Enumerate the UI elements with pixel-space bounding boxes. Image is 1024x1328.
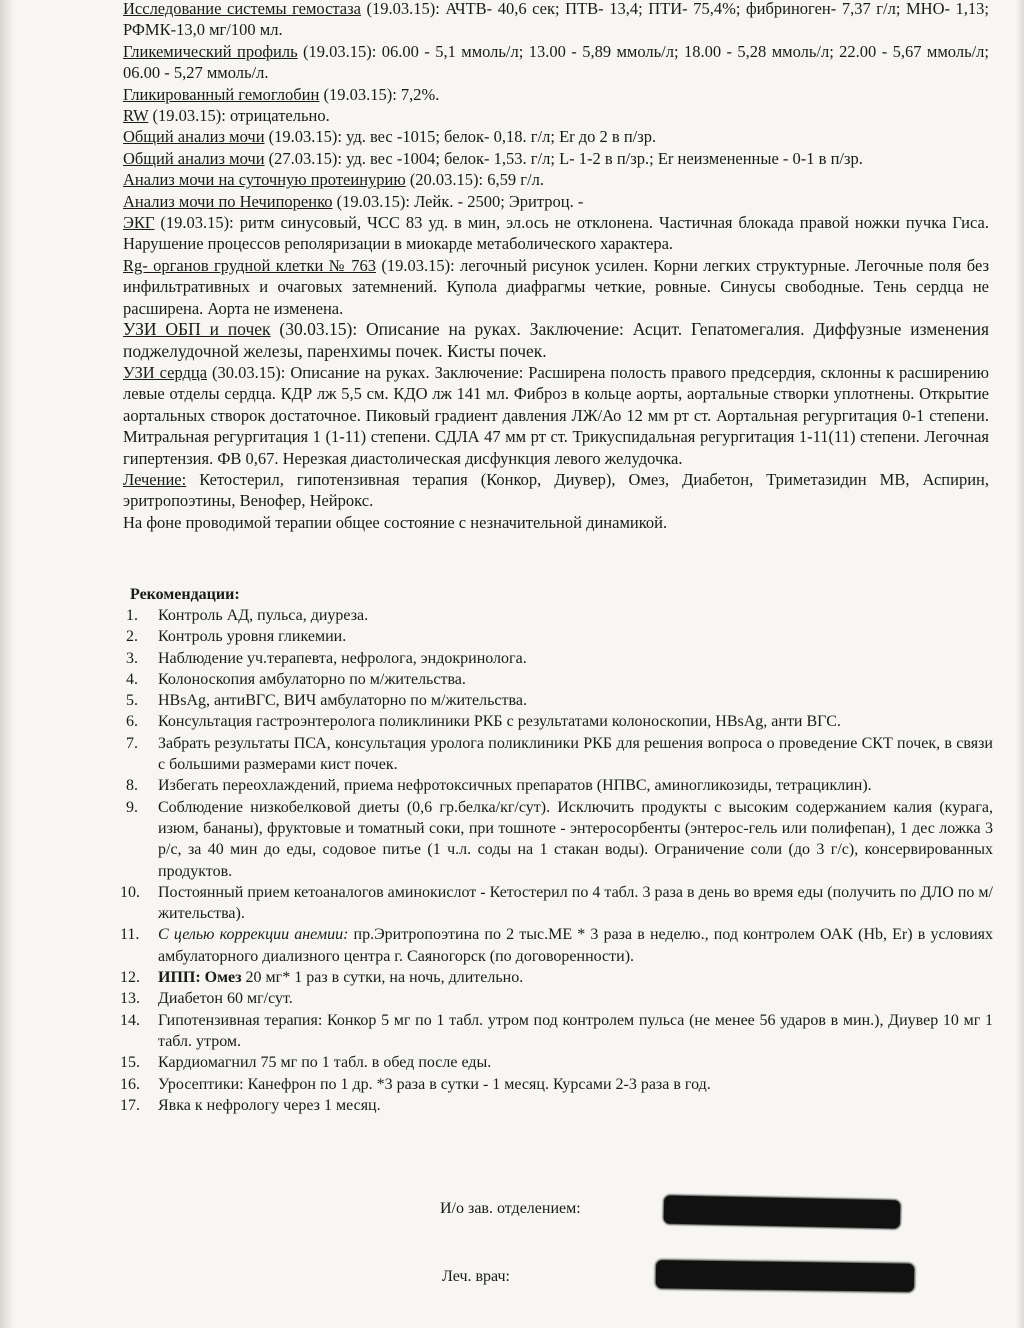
item-number: 3. <box>126 649 138 667</box>
list-item <box>123 669 993 690</box>
item-number: 7. <box>126 734 138 752</box>
item-text: Соблюдение низкобелковой диеты (0,6 гр.белка/кг/сут). Исключить продукты с высоким содержанием калия (курага, изюм, бананы), фруктовые и томатный соки, при тошноте - энтеросорбенты (энтерос-гель или полифепан), 1 дес ложка 3 р/с, за 40 мин до еды, содовое питье (1 ч.л. соды на 1 стакан воды). Ограничение соли (до 3 г/с), консервированных продуктов. <box>158 798 993 880</box>
finding-paragraph <box>123 126 989 147</box>
finding-label: Гликемический профиль <box>123 41 298 61</box>
list-item <box>120 967 993 988</box>
item-text: Диабетон 60 мг/сут. <box>158 990 293 1008</box>
list-item <box>120 1074 993 1095</box>
item-text: 20 мг* 1 раз в сутки, на ночь, длительно. <box>241 969 524 987</box>
item-number: 10. <box>120 883 140 901</box>
list-item <box>120 882 993 925</box>
item-text: Консультация гастроэнтеролога поликлиники РКБ с результатами колоноскопии, HBsAg, анти ВГС. <box>158 713 841 731</box>
finding-text: (19.03.15): ритм синусовый, ЧСС 83 уд. в мин, эл.ось не отклонена. Частичная блокада правой ножки пучка Гиса. Нарушение процессов реполяризации в миокарде метаболического характера. <box>123 213 989 254</box>
item-text: Наблюдение уч.терапевта, нефролога, эндокринолога. <box>158 649 527 667</box>
item-text: Колоноскопия амбулаторно по м/жительства. <box>158 670 466 688</box>
finding-paragraph <box>123 105 989 126</box>
recommendations-list <box>120 605 994 1116</box>
finding-label: Общий анализ мочи <box>123 127 265 147</box>
finding-paragraph <box>123 362 989 469</box>
item-number: 4. <box>126 670 138 688</box>
findings-section <box>123 0 989 533</box>
item-number: 15. <box>120 1054 140 1072</box>
redacted-signature-doctor <box>656 1260 914 1292</box>
finding-label: Исследование системы гемостаза <box>123 0 361 18</box>
finding-text: (19.03.15): Лейк. - 2500; Эритроц. - <box>332 191 584 211</box>
scan-edge-right <box>1016 0 1024 1328</box>
finding-paragraph <box>123 191 989 212</box>
item-number: 5. <box>126 692 138 710</box>
item-text: Кардиомагнил 75 мг по 1 табл. в обед после еды. <box>158 1054 492 1072</box>
item-number: 17. <box>120 1096 140 1114</box>
finding-text: (20.03.15): 6,59 г/л. <box>405 170 544 190</box>
list-item <box>123 733 993 776</box>
finding-label: Гликированный гемоглобин <box>123 84 320 104</box>
head-signature-label: И/о зав. отделением: <box>440 1200 581 1217</box>
item-number: 14. <box>120 1011 140 1029</box>
item-text: Контроль АД, пульса, диуреза. <box>158 607 369 624</box>
item-number: 13. <box>120 990 140 1008</box>
item-text: Явка к нефрологу через 1 месяц. <box>158 1096 381 1114</box>
item-number: 2. <box>126 628 138 646</box>
finding-text: (30.03.15): Описание на руках. Заключение: Расширена полость правого предсердия, склонны к расширению левые отделы сердца. КДР лж 5,5 см. КДО лж 141 мл. Фиброз в кольце аорты, аортальные створки уплотнены. Открытие аортальных створок достаточное. Пиковый градиент давления ЛЖ/Ао 12 мм рт ст. Аортальная регургитация 0-1 степени. Митральная регургитация 1 (1-11) степени. СДЛА 47 мм рт ст. Трикуспидальная регургитация 1-11(11) степени. Легочная гипертензия. ФВ 0,67. Нерезкая диастолическая дисфункция левого желудочка. <box>123 362 989 468</box>
scan-edge-left <box>0 0 14 1328</box>
item-number: 12. <box>120 969 140 987</box>
finding-label: УЗИ сердца <box>123 362 208 382</box>
item-number: 8. <box>126 777 138 795</box>
finding-paragraph <box>123 169 989 190</box>
summary-text: На фоне проводимой терапии общее состояние с незначительной динамикой. <box>123 512 668 532</box>
item-number: 9. <box>126 798 138 816</box>
finding-paragraph <box>123 255 989 319</box>
item-text: пр.Эритропоэтина по 2 тыс.МЕ * 3 раза в неделю., под контролем ОАК (Hb, Er) в условиях амбулаторного диализного центра г. Саяногорск (по договоренности). <box>158 926 994 965</box>
finding-paragraph <box>123 469 989 512</box>
finding-text: (19.03.15): 06.00 - 5,1 ммоль/л; 13.00 - 5,89 ммоль/л; 18.00 - 5,28 ммоль/л; 22.00 - 5,67 ммоль/л; 06.00 - 5,27 ммоль/л. <box>123 41 989 83</box>
finding-paragraph <box>123 0 989 41</box>
item-text: Избегать переохлаждений, приема нефротоксичных препаратов (НПВС, аминогликозиды, тетрациклин). <box>158 777 872 795</box>
finding-label: RW <box>123 106 149 126</box>
list-item <box>123 626 993 647</box>
finding-text: (19.03.15): уд. вес -1015; белок- 0,18. г/л; Er до 2 в п/зр. <box>264 127 657 147</box>
finding-text: (19.03.15): 7,2%. <box>319 84 440 104</box>
item-number: 6. <box>126 713 138 731</box>
list-item <box>120 1010 993 1053</box>
finding-paragraph <box>123 212 989 255</box>
list-item <box>123 605 993 626</box>
finding-paragraph <box>123 319 989 362</box>
finding-text: (19.03.15): АЧТВ- 40,6 сек; ПТВ- 13,4; ПТИ- 75,4%; фибриноген- 7,37 г/л; МНО- 1,13; РФМК-13,0 мг/100 мл. <box>123 0 990 40</box>
item-text: Уросептики: Канефрон по 1 др. *3 раза в сутки - 1 месяц. Курсами 2-3 раза в год. <box>158 1075 711 1093</box>
item-text: Гипотензивная терапия: Конкор 5 мг по 1 табл. утром под контролем пульса (не менее 56 ударов в мин.), Диувер 10 мг 1 табл. утром. <box>158 1011 993 1050</box>
item-number: 1. <box>126 607 138 624</box>
doctor-signature-label: Леч. врач: <box>442 1268 510 1285</box>
finding-label: Rg- органов грудной клетки № 763 <box>123 255 376 275</box>
list-item <box>120 988 993 1009</box>
list-item <box>120 1052 993 1073</box>
item-number: 16. <box>120 1075 140 1093</box>
finding-label: Анализ мочи по Нечипоренко <box>123 191 333 211</box>
finding-label: УЗИ ОБП и почек <box>123 319 271 340</box>
item-text: Контроль уровня гликемии. <box>158 628 347 646</box>
finding-label: Анализ мочи на суточную протеинурию <box>123 170 406 190</box>
finding-paragraph <box>123 148 989 169</box>
finding-label: Общий анализ мочи <box>123 148 265 168</box>
list-item <box>120 924 994 967</box>
finding-label: Лечение: <box>123 469 187 489</box>
list-item <box>123 690 993 711</box>
list-item <box>120 1095 993 1116</box>
list-item <box>123 797 993 882</box>
finding-paragraph <box>123 41 989 84</box>
item-text: Забрать результаты ПСА, консультация уролога поликлиники РКБ для решения вопроса о проведение СКТ почек, в связи с большими размерами кист почек. <box>158 734 993 774</box>
finding-text: (30.03.15): Описание на руках. Заключение: Асцит. Гепатомегалия. Диффузные изменения поджелудочной железы, паренхимы почек. Кисты почек. <box>123 319 989 361</box>
redacted-signature-head <box>664 1196 901 1229</box>
list-item <box>123 711 993 732</box>
finding-text: (27.03.15): уд. вес -1004; белок- 1,53. г/л; L- 1-2 в п/зр.; Er неизмененные - 0-1 в п/зр. <box>264 148 863 168</box>
item-text: Постоянный прием кетоаналогов аминокислот - Кетостерил по 4 табл. 3 раза в день во время еды (получить по ДЛО по м/жительства). <box>158 883 993 923</box>
finding-label: ЭКГ <box>123 213 155 233</box>
item-lead-italic: С целью коррекции анемии: <box>158 926 349 944</box>
recommendations-title: Рекомендации: <box>130 586 240 603</box>
list-item <box>123 775 993 796</box>
item-text: HBsAg, антиВГС, ВИЧ амбулаторно по м/жительства. <box>158 692 527 710</box>
finding-text: (19.03.15): отрицательно. <box>148 106 330 126</box>
finding-text: (19.03.15): легочный рисунок усилен. Корни легких структурные. Легочные поля без инфильтративных и очаговых затемнений. Купола диафрагмы четкие, ровные. Синусы свободные. Тень сердца не расширена. Аорта не изменена. <box>123 255 989 318</box>
finding-paragraph <box>123 84 989 105</box>
item-number: 11. <box>120 926 140 944</box>
item-lead-bold: ИПП: Омез <box>158 969 242 987</box>
finding-text: Кетостерил, гипотензивная терапия (Конкор, Диувер), Омез, Диабетон, Триметазидин МВ, Аспирин, эритропоэтины, Венофер, Нейрокс. <box>123 469 989 511</box>
list-item <box>123 648 993 669</box>
